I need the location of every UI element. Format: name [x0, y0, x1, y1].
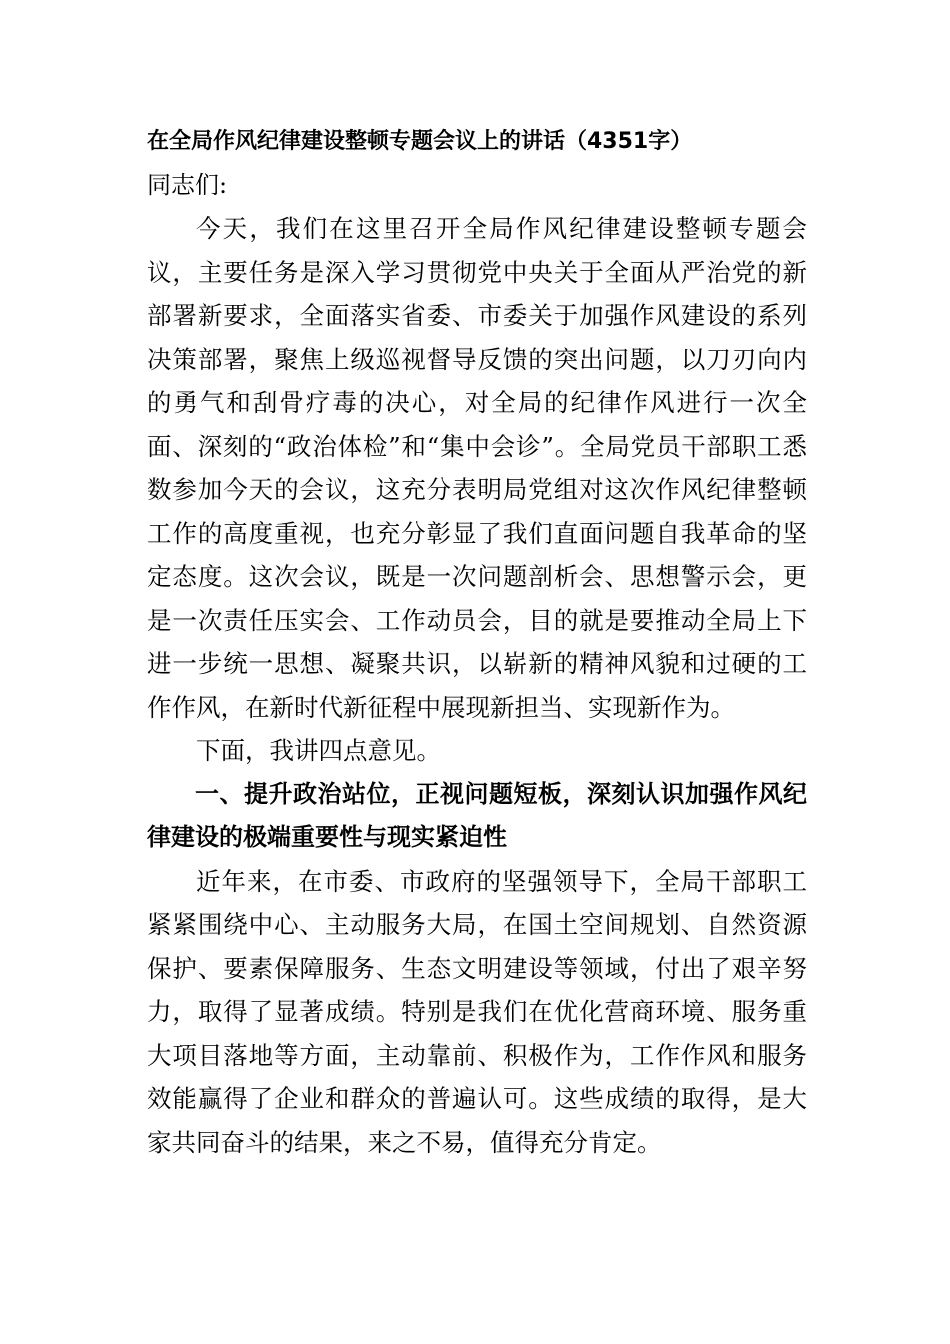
section-heading-1: 一、提升政治站位，正视问题短板，深刻认识加强作风纪律建设的极端重要性与现实紧迫性	[147, 779, 807, 851]
paragraph-section-1: 近年来，在市委、市政府的坚强领导下，全局干部职工紧紧围绕中心、主动服务大局，在国土空间规划、自然资源保护、要素保障服务、生态文明建设等领域，付出了艰辛努力，取得了显著成绩。特别是我们在优化营商环境、服务重大项目落地等方面，主动靠前、积极作为，工作作风和服务效能赢得了企业和群众的普遍认可。这些成绩的取得，是大家共同奋斗的结果，来之不易，值得充分肯定。	[147, 866, 807, 1157]
document-body	[147, 120, 807, 1164]
document-title: 在全局作风纪律建设整顿专题会议上的讲话（4351字）	[147, 129, 693, 154]
salutation: 同志们:	[147, 170, 228, 199]
paragraph-transition: 下面，我讲四点意见。	[196, 736, 441, 765]
paragraph-opening: 今天，我们在这里召开全局作风纪律建设整顿专题会议，主要任务是深入学习贯彻党中央关于全面从严治党的新部署新要求，全面落实省委、市委关于加强作风建设的系列决策部署，聚焦上级巡视督导反馈的突出问题，以刀刃向内的勇气和刮骨疗毒的决心，对全局的纪律作风进行一次全面、深刻的“政治体检”和“集中会诊”。全局党员干部职工悉数参加今天的会议，这充分表明局党组对这次作风纪律整顿工作的高度重视，也充分彰显了我们直面问题自我革命的坚定态度。这次会议，既是一次问题剖析会、思想警示会，更是一次责任压实会、工作动员会，目的就是要推动全局上下进一步统一思想、凝聚共识，以崭新的精神风貌和过硬的工作作风，在新时代新征程中展现新担当、实现新作为。	[147, 214, 807, 722]
